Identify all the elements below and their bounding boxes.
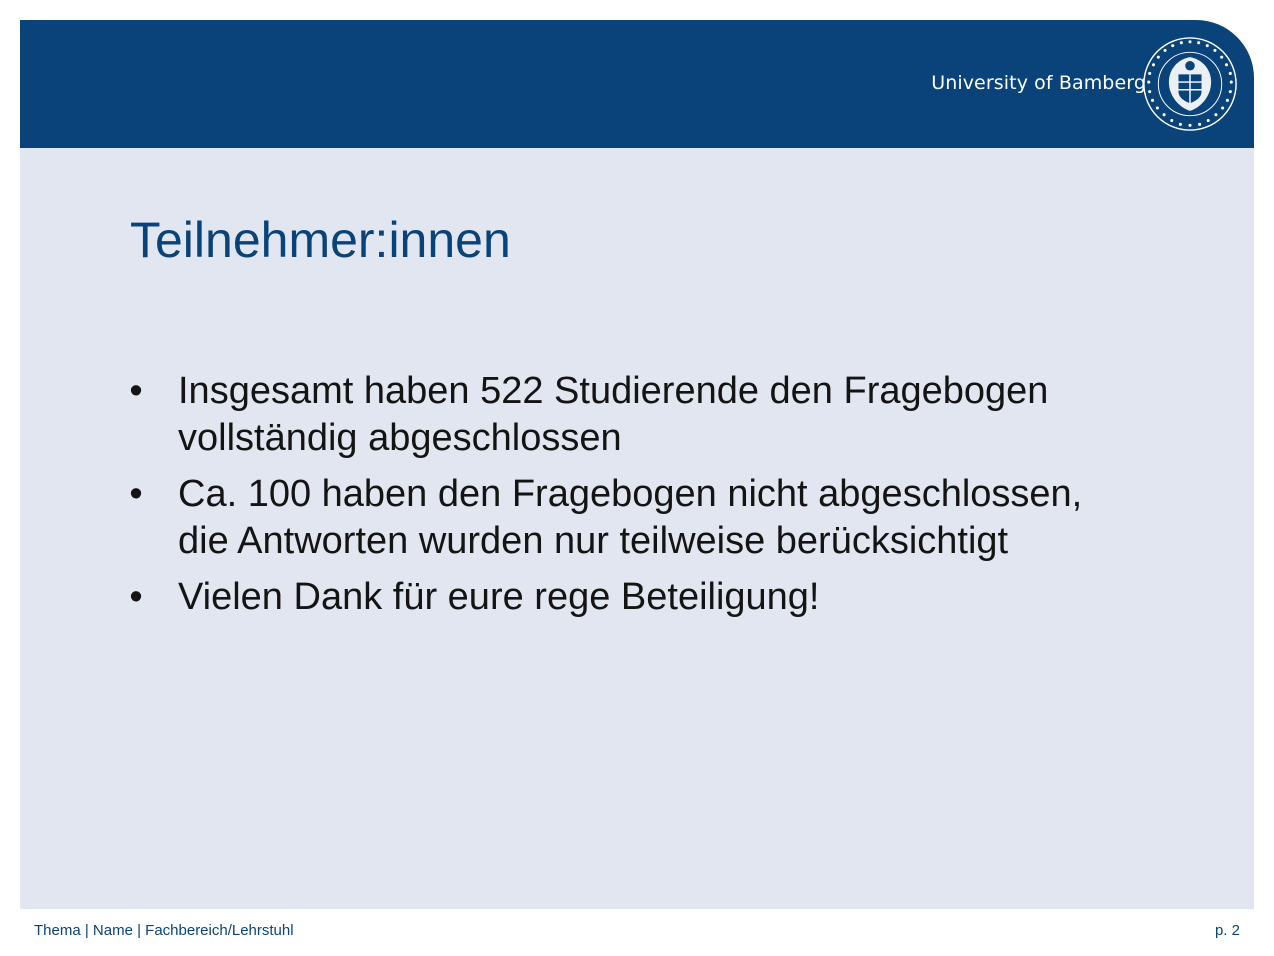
- bullet-text: Vielen Dank für eure rege Beteiligung!: [178, 576, 820, 618]
- list-item: [126, 574, 1126, 621]
- footer-info: Thema | Name | Fachbereich/Lehrstuhl: [34, 922, 294, 939]
- bullet-text: Insgesamt haben 522 Studierende den Fragebogen vollständig abgeschlossen: [178, 370, 1049, 459]
- bullet-text: Ca. 100 haben den Fragebogen nicht abgeschlossen, die Antworten wurden nur teilweise berücksichtigt: [178, 473, 1083, 562]
- list-item: [126, 368, 1126, 462]
- bullet-marker: •: [129, 576, 143, 618]
- university-seal-icon: [1142, 36, 1238, 132]
- bullet-marker: •: [129, 370, 143, 412]
- bullet-marker: •: [129, 473, 143, 515]
- university-name: University of Bamberg: [931, 72, 1146, 94]
- page-number: p. 2: [1214, 922, 1240, 939]
- bullet-list: [126, 368, 1126, 630]
- page-title: Teilnehmer:innen: [130, 212, 511, 268]
- list-item: [126, 471, 1126, 565]
